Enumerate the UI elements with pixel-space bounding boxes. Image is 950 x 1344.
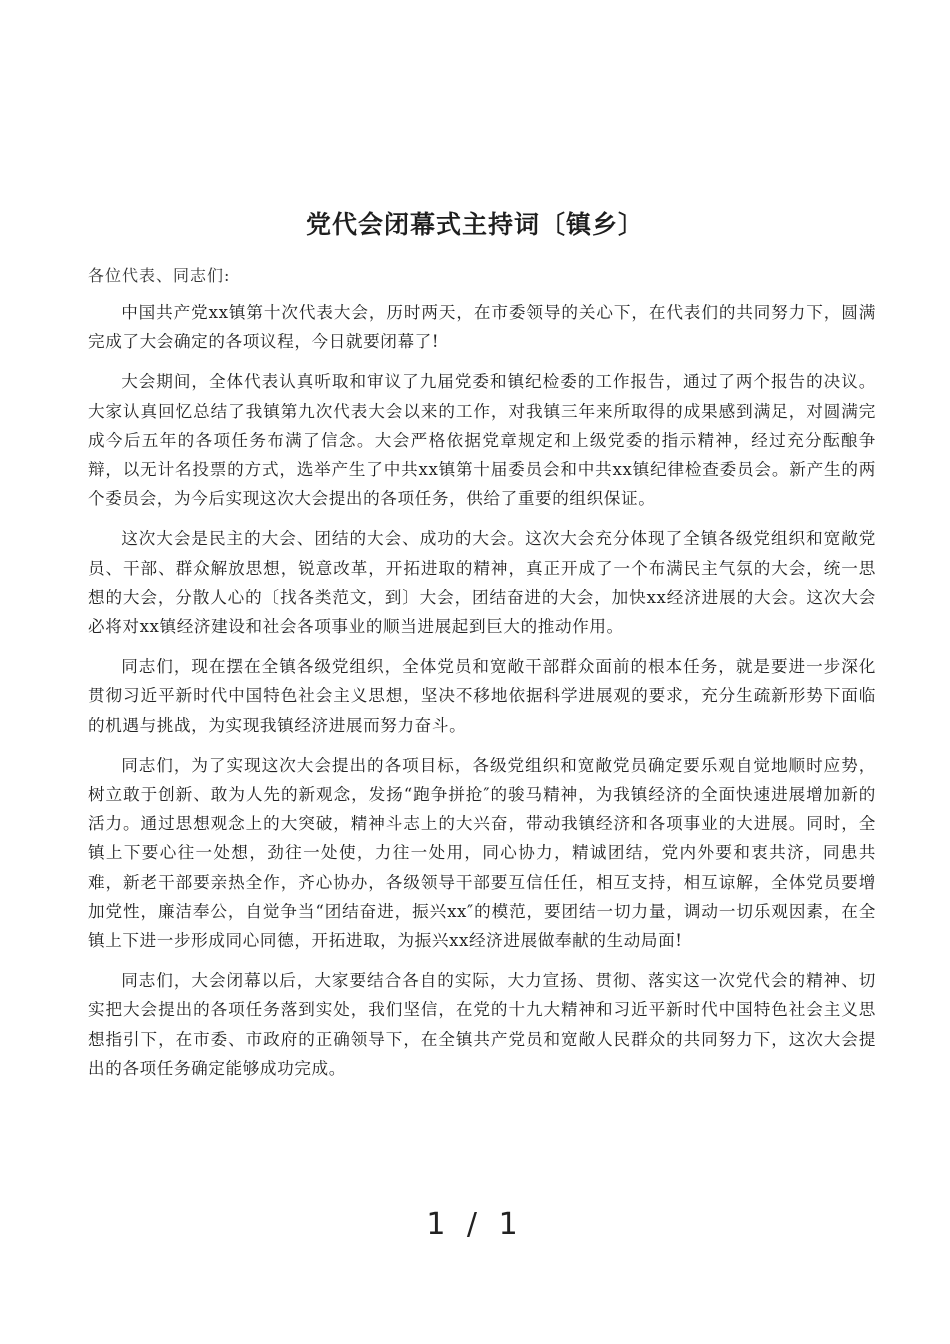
- paragraph: 这次大会是民主的大会、团结的大会、成功的大会。这次大会充分体现了全镇各级党组织和宽敞党员、干部、群众解放思想，锐意改革，开拓进取的精神，真正开成了一个布满民主气氛的大会，统一思想的大会，分散人心的〔找各类范文，到〕大会，团结奋进的大会，加快xx经济进展的大会。这次大会必将对xx镇经济建设和社会各项事业的顺当进展起到巨大的推动作用。: [88, 529, 876, 637]
- page-number: 1 / 1: [426, 1207, 524, 1242]
- document-body: [88, 298, 876, 1094]
- paragraph: 大会期间，全体代表认真听取和审议了九届党委和镇纪检委的工作报告，通过了两个报告的决议。大家认真回忆总结了我镇第九次代表大会以来的工作，对我镇三年来所取得的成果感到满足，对圆满完成今后五年的各项任务布满了信念。大会严格依据党章规定和上级党委的指示精神，经过充分酝酿争辩，以无计名投票的方式，选举产生了中共xx镇第十届委员会和中共xx镇纪律检查委员会。新产生的两个委员会，为今后实现这次大会提出的各项任务，供给了重要的组织保证。: [88, 372, 876, 509]
- document-title: 党代会闭幕式主持词〔镇乡〕: [305, 210, 644, 239]
- paragraph: 同志们，为了实现这次大会提出的各项目标，各级党组织和宽敞党员确定要乐观自觉地顺时应势，树立敢于创新、敢为人先的新观念，发扬“跑争拼抢″的骏马精神，为我镇经济的全面快速进展增加新的活力。通过思想观念上的大突破，精神斗志上的大兴奋，带动我镇经济和各项事业的大进展。同时，全镇上下要心往一处想，劲往一处使，力往一处用，同心协力，精诚团结，党内外要和衷共济，同患共难，新老干部要亲热全作，齐心协办，各级领导干部要互信任任，相互支持，相互谅解，全体党员要增加党性，廉洁奉公，自觉争当“团结奋进，振兴xx″的模范，要团结一切力量，调动一切乐观因素，在全镇上下进一步形成同心同德，开拓进取，为振兴xx经济进展做奉献的生动局面!: [88, 755, 876, 951]
- paragraph: 同志们，现在摆在全镇各级党组织，全体党员和宽敞干部群众面前的根本任务，就是要进一步深化贯彻习近平新时代中国特色社会主义思想，坚决不移地依据科学进展观的要求，充分生疏新形势下面临的机遇与挑战，为实现我镇经济进展而努力奋斗。: [88, 657, 876, 735]
- salutation: 各位代表、同志们:: [88, 266, 231, 285]
- paragraph: 同志们，大会闭幕以后，大家要结合各自的实际，大力宣扬、贯彻、落实这一次党代会的精神、切实把大会提出的各项任务落到实处，我们坚信，在党的十九大精神和习近平新时代中国特色社会主义思想指引下，在市委、市政府的正确领导下，在全镇共产党员和宽敞人民群众的共同努力下，这次大会提出的各项任务确定能够成功完成。: [88, 971, 876, 1078]
- paragraph: 中国共产党xx镇第十次代表大会，历时两天，在市委领导的关心下，在代表们的共同努力下，圆满完成了大会确定的各项议程，今日就要闭幕了!: [88, 303, 876, 352]
